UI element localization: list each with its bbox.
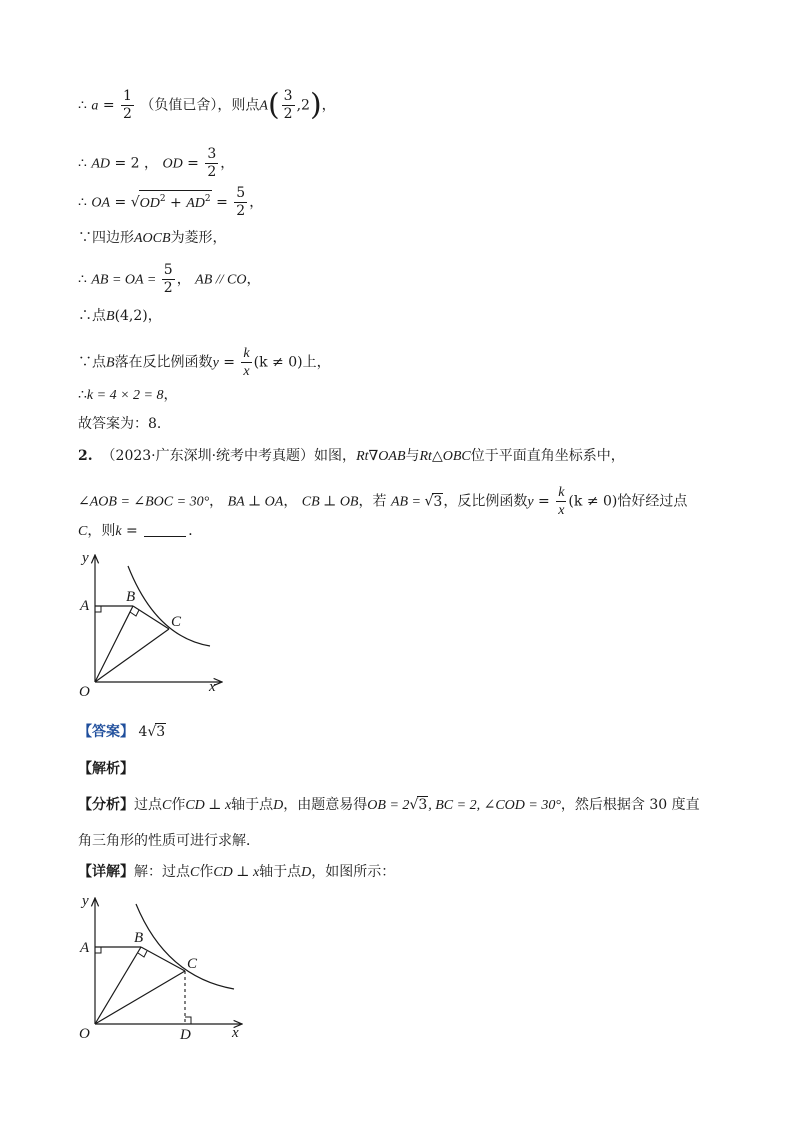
answer-line: 【答案】 4√3 <box>78 724 166 740</box>
label-a: A <box>80 598 90 614</box>
label-x: x <box>209 679 216 695</box>
label-c: C <box>171 614 182 630</box>
fenxi-line2: 角三角形的性质可进行求解． <box>78 833 260 849</box>
label-x: x <box>232 1025 239 1041</box>
question-2-line1: 2. （2023·广东深圳·统考中考真题）如图，Rt∇OAB与Rt△OBC位于平面直角坐标系中， <box>78 448 625 464</box>
step-point-b: ∴点B(4,2)， <box>78 308 162 324</box>
step-a-value: ∴ a = $\frac{1}{2}$ （负值已舍），则点A( $\frac{3}{2}$ ,2)， <box>78 87 336 123</box>
label-c: C <box>187 956 198 972</box>
fraction-one-half: $\frac{1}{2}$ <box>123 88 132 122</box>
fenxi-line1: 【分析】过点C作CD ⊥ x轴于点D，由题意易得OB = 2√3, BC = 2, ∠COD = 30°，然后根据含 30 度直 <box>78 797 700 813</box>
segment-bc <box>133 606 169 629</box>
segment-ob <box>95 606 133 682</box>
analysis-label: 【解析】 <box>78 761 134 777</box>
step-oa: ∴ OA = $√OD^2 + AD^2$ = $\frac{5}{2}$ ， <box>78 185 264 219</box>
right-angle-a <box>95 606 101 612</box>
right-angle-d <box>185 1017 191 1024</box>
segment-ob <box>95 947 141 1024</box>
label-y: y <box>82 550 89 566</box>
label-b: B <box>126 589 136 605</box>
segment-oc <box>95 971 185 1024</box>
right-angle-b <box>138 951 147 957</box>
xiangjie-line: 【详解】解：过点C作CD ⊥ x轴于点D，如图所示： <box>78 864 396 880</box>
segment-bc <box>141 947 185 971</box>
step-b-on-curve: ∵点B落在反比例函数y = $\frac{k}{x}$ (k ≠ 0)上， <box>78 346 331 379</box>
question-2-line3: C，则k = ． <box>78 523 203 539</box>
step-ad-od: ∴ AD = 2 ， OD = $\frac{3}{2}$ ， <box>78 146 235 180</box>
answer-blank <box>144 522 186 537</box>
label-a: A <box>80 940 90 956</box>
step-rhombus: ∵四边形AOCB为菱形， <box>78 230 227 246</box>
fraction-three-half: $\frac{3}{2}$ <box>283 88 293 122</box>
label-b: B <box>134 930 144 946</box>
hyperbola-curve <box>128 566 210 646</box>
step-k-value: ∴k = 4 × 2 = 8， <box>78 387 178 403</box>
right-angle-b <box>130 610 139 616</box>
answer-statement-1: 故答案为：8． <box>78 416 171 432</box>
label-o: O <box>79 684 90 700</box>
segment-oc <box>95 629 169 682</box>
question-2-line2: ∠AOB = ∠BOC = 30°， BA ⊥ OA， CB ⊥ OB，若 AB = √3，反比例函数y = $\frac{k}{x}$ (k ≠ 0)恰好经过点 <box>78 485 688 518</box>
right-angle-a <box>95 947 101 953</box>
step-ab-oa: ∴ AB = OA = $\frac{5}{2}$ ， AB // CO， <box>78 262 261 296</box>
figure-2 <box>76 890 256 1050</box>
label-o: O <box>79 1026 90 1042</box>
label-d: D <box>180 1027 191 1043</box>
hyperbola-curve <box>136 904 234 989</box>
label-y: y <box>82 893 89 909</box>
figure-1 <box>76 545 236 705</box>
